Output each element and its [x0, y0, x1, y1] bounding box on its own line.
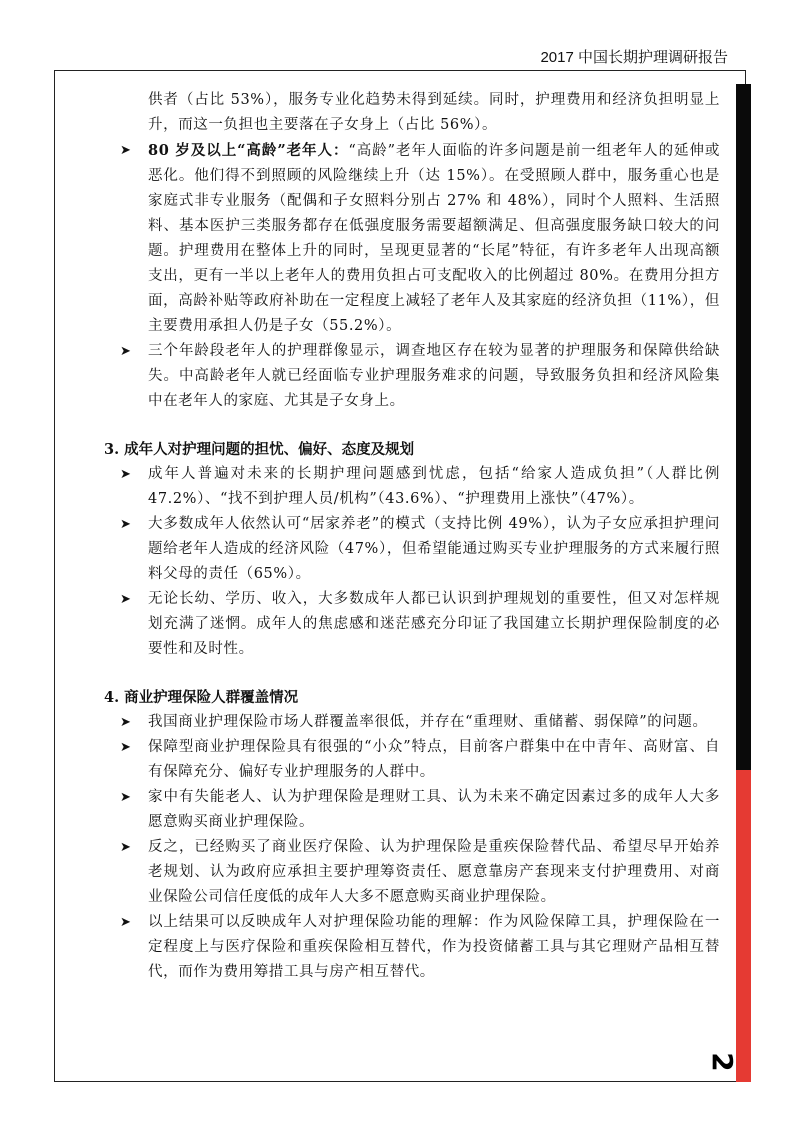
list-item — [100, 735, 720, 785]
bullet-text: 以上结果可以反映成年人对护理保险功能的理解：作为风险保障工具，护理保险在一定程度上与医疗保险和重疾保险相互替代，作为投资储蓄工具与其它理财产品相互替代，而作为费用筹措工具与房产相互替代。 — [148, 914, 720, 980]
bullet-text: 三个年龄段老年人的护理群像显示，调查地区存在较为显著的护理服务和保障供给缺失。中高龄老年人就已经面临专业护理服务难求的问题，导致服务负担和经济风险集中在老年人的家庭、尤其是子女身上。 — [148, 343, 720, 409]
header-title: 2017 中国长期护理调研报告 — [540, 49, 728, 66]
intro-continuation: 供者（占比 53%），服务专业化趋势未得到延续。同时，护理费用和经济负担明显上升，而这一负担也主要落在子女身上（占比 56%）。 — [148, 92, 720, 133]
section-heading-4: 4. 商业护理保险人群覆盖情况 — [104, 689, 299, 706]
list-item — [100, 910, 720, 985]
list-item — [100, 710, 720, 735]
side-bar-black — [736, 84, 751, 770]
bullet-text: 无论长幼、学历、收入，大多数成年人都已认识到护理规划的重要性，但又对怎样规划充满了迷惘。成年人的焦虑感和迷茫感充分印证了我国建立长期护理保险制度的必要性和及时性。 — [148, 591, 720, 657]
bullet-lead: 80 岁及以上“高龄”老年人： — [148, 142, 349, 159]
arrow-bullet-icon: ➤ — [120, 467, 132, 482]
list-item — [100, 339, 720, 414]
page-content — [100, 88, 720, 985]
side-bar-red — [736, 770, 751, 1082]
page-header — [0, 0, 800, 80]
list-item — [100, 785, 720, 835]
arrow-bullet-icon: ➤ — [120, 840, 132, 855]
arrow-bullet-icon: ➤ — [120, 517, 132, 532]
list-item — [100, 835, 720, 910]
list-item — [100, 587, 720, 662]
arrow-bullet-icon: ➤ — [120, 143, 132, 158]
bullet-text: 大多数成年人依然认可“居家养老”的模式（支持比例 49%），认为子女应承担护理问题给老年人造成的经济风险（47%），但希望能通过购买专业护理服务的方式来履行照料父母的责任（65%）。 — [148, 516, 720, 582]
bullet-text: “高龄”老年人面临的许多问题是前一组老年人的延伸或恶化。他们得不到照顾的风险继续上升（达 15%）。在受照顾人群中，服务重心也是家庭式非专业服务（配偶和子女照料分别占 27% 和 48%），同时个人照料、生活照料、基本医护三类服务都存在低强度服务需要超额满足、但高强度服务缺口较大的问题。护理费用在整体上升的同时，呈现更显著的“长尾”特征，有许多老年人出现高额支出，更有一半以上老年人的费用负担占可支配收入的比例超过 80%。在费用分担方面，高龄补贴等政府补助在一定程度上减轻了老年人及其家庭的经济负担（11%），但主要费用承担人仍是子女（55.2%）。 — [148, 143, 721, 334]
page-number: 2 — [706, 1052, 739, 1072]
arrow-bullet-icon: ➤ — [120, 592, 132, 607]
list-item — [100, 138, 720, 339]
arrow-bullet-icon: ➤ — [120, 715, 132, 730]
bullet-text: 成年人普遍对未来的长期护理问题感到忧虑，包括“给家人造成负担”（人群比例 47.2%）、“找不到护理人员/机构”（43.6%）、“护理费用上涨快”（47%）。 — [148, 466, 720, 507]
list-item — [100, 462, 720, 512]
bullet-text: 反之，已经购买了商业医疗保险、认为护理保险是重疾保险替代品、希望尽早开始养老规划、认为政府应承担主要护理筹资责任、愿意靠房产套现来支付护理费用、对商业保险公司信任度低的成年人大多不愿意购买商业护理保险。 — [148, 839, 720, 905]
arrow-bullet-icon: ➤ — [120, 915, 132, 930]
arrow-bullet-icon: ➤ — [120, 790, 132, 805]
bullet-text: 家中有失能老人、认为护理保险是理财工具、认为未来不确定因素过多的成年人大多愿意购买商业护理保险。 — [148, 789, 720, 830]
bullet-text: 我国商业护理保险市场人群覆盖率很低，并存在“重理财、重储蓄、弱保障”的问题。 — [148, 714, 708, 730]
arrow-bullet-icon: ➤ — [120, 740, 132, 755]
bullet-text: 保障型商业护理保险具有很强的“小众”特点，目前客户群集中在中青年、高财富、自有保障充分、偏好专业护理服务的人群中。 — [148, 739, 720, 780]
arrow-bullet-icon: ➤ — [120, 344, 132, 359]
list-item — [100, 512, 720, 587]
section-heading-3: 3. 成年人对护理问题的担忧、偏好、态度及规划 — [104, 441, 415, 458]
